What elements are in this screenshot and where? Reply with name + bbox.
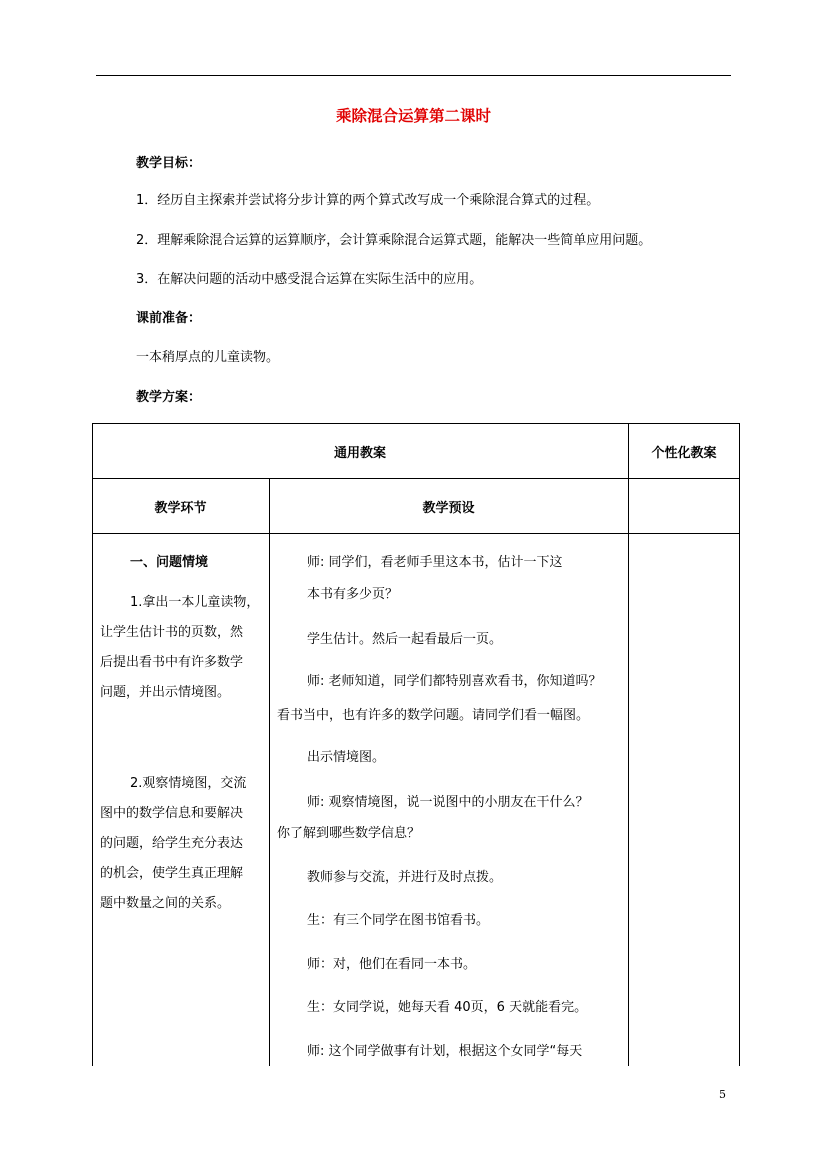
step2-line: 题中数量之间的关系。 — [100, 896, 231, 911]
step1-line: 1.拿出一本儿童读物， — [130, 595, 260, 610]
stage-title: 一、问题情境 — [130, 555, 209, 570]
column-preset: 教学预设 — [422, 501, 475, 516]
preset-line-6: 出示情境图。 — [307, 750, 386, 765]
column-stage: 教学环节 — [154, 501, 207, 516]
header-general: 通用教案 — [333, 446, 386, 461]
goal-item-2: 2．理解乘除混合运算的运算顺序，会计算乘除混合运算式题，能解决一些简单应用问题。 — [136, 233, 652, 248]
table-col-divider-1 — [269, 478, 270, 1066]
step2-line: 2.观察情境图，交流 — [130, 776, 247, 791]
prep-text: 一本稍厚点的儿童读物。 — [136, 350, 280, 365]
preset-line-10: 生：有三个同学在图书馆看书。 — [307, 913, 490, 928]
preset-line-12: 生：女同学说，她每天看 40页，6 天就能看完。 — [307, 1000, 588, 1015]
preset-line-13: 师: 这个同学做事有计划，根据这个女同学“每天 — [307, 1044, 583, 1059]
table-row-divider-1 — [92, 478, 740, 479]
page-number: 5 — [719, 1088, 726, 1101]
preset-line-8: 你了解到哪些数学信息？ — [277, 826, 421, 841]
page-title: 乘除混合运算第二课时 — [335, 107, 491, 125]
preset-line-5: 看书当中，也有许多的数学问题。请同学们看一幅图。 — [277, 708, 590, 723]
table-col-divider-2 — [628, 423, 629, 1066]
preset-line-11: 师：对，他们在看同一本书。 — [307, 957, 477, 972]
step1-line: 问题，并出示情境图。 — [100, 685, 231, 700]
preset-line-3: 学生估计。然后一起看最后一页。 — [307, 632, 503, 647]
header-personal: 个性化教案 — [651, 446, 717, 461]
header-rule — [96, 75, 731, 76]
preset-line-2: 本书有多少页？ — [307, 587, 399, 602]
step1-line: 让学生估计书的页数，然 — [100, 625, 244, 640]
preset-line-9: 教师参与交流，并进行及时点拨。 — [307, 870, 503, 885]
step2-line: 的问题，给学生充分表达 — [100, 836, 244, 851]
stage-step-1 — [100, 592, 268, 712]
goal-item-3: 3．在解决问题的活动中感受混合运算在实际生活中的应用。 — [136, 272, 483, 287]
stage-step-2 — [100, 773, 268, 923]
step2-line: 图中的数学信息和要解决 — [100, 806, 244, 821]
goal-item-1: 1．经历自主探索并尝试将分步计算的两个算式改写成一个乘除混合算式的过程。 — [136, 193, 600, 208]
preset-line-4: 师: 老师知道，同学们都特别喜欢看书，你知道吗？ — [307, 674, 602, 689]
preset-line-1: 师: 同学们，看老师手里这本书，估计一下这 — [307, 555, 563, 570]
step1-line: 后提出看书中有许多数学 — [100, 655, 244, 670]
preset-line-7: 师: 观察情境图，说一说图中的小朋友在干什么？ — [307, 795, 589, 810]
prep-heading: 课前准备： — [136, 311, 202, 326]
table-row-divider-2 — [92, 533, 740, 534]
goals-heading: 教学目标： — [136, 156, 202, 171]
plan-heading: 教学方案： — [136, 390, 202, 405]
step2-line: 的机会，使学生真正理解 — [100, 866, 244, 881]
